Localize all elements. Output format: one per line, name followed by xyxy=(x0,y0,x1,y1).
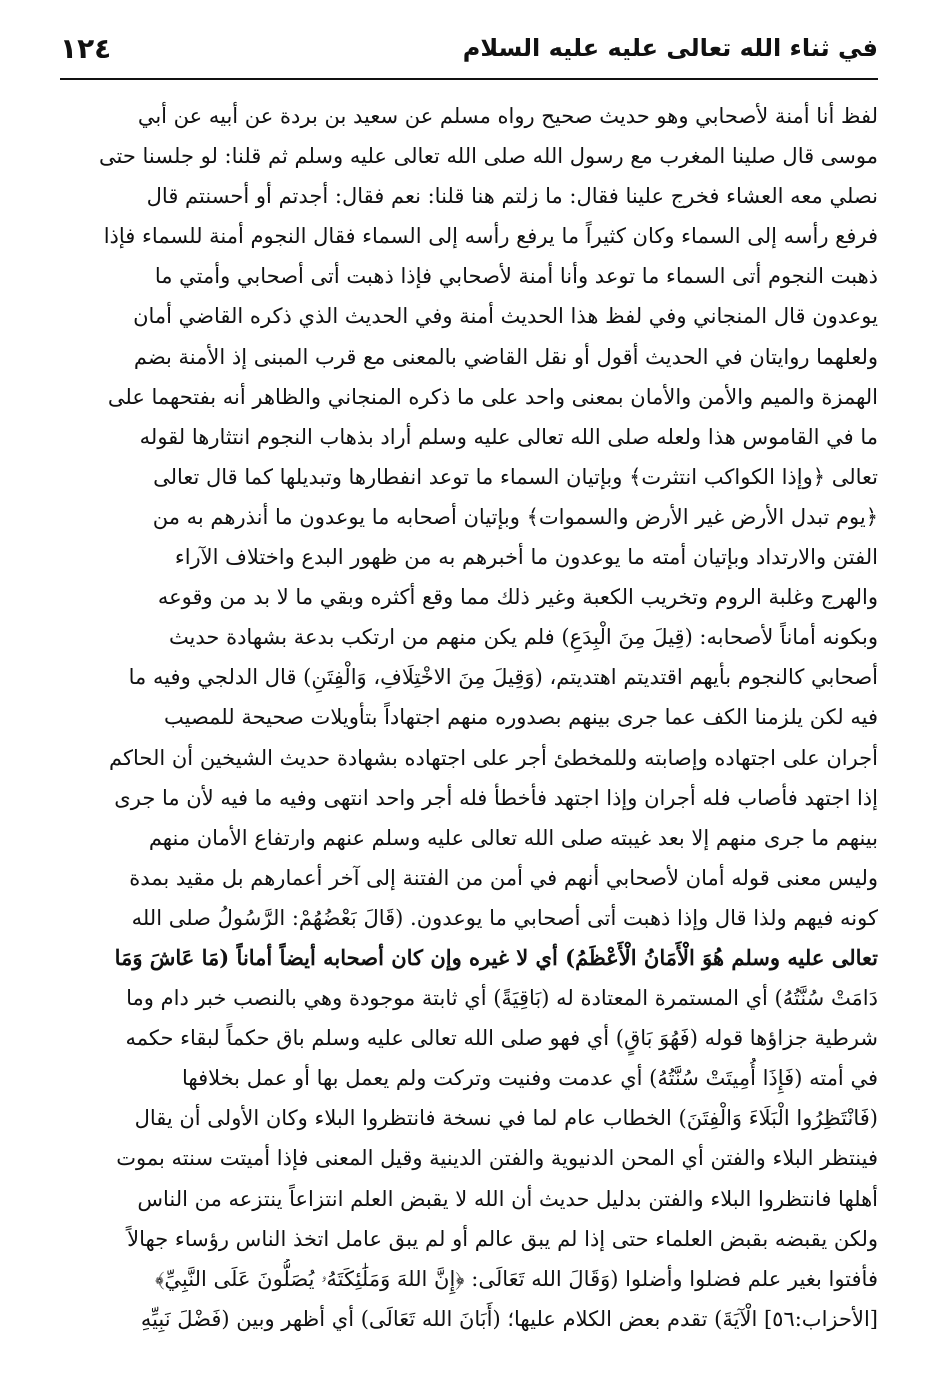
text-line: الفتن والارتداد وبإتيان أمته ما يوعدون ما أخبرهم به من ظهور البدع واختلاف الآراء xyxy=(174,545,878,570)
text-line: تعالى عليه وسلم هُوَ الْأَمَانُ الْأَعْظَمُ) أي لا غيره وإن كان أصحابه أيضاً أماناً (مَا عَاشَ وَمَا xyxy=(114,944,878,970)
page-number: ١٢٤ xyxy=(60,32,112,65)
text-line: أجران على اجتهاده وإصابته وللمخطئ أجر على اجتهاده بشهادة حديث الشيخين أن الحاكم xyxy=(109,745,878,770)
text-line: ﴿يوم تبدل الأرض غير الأرض والسموات﴾ وبإتيان أصحابه ما يوعدون ما أنذرهم به من xyxy=(152,504,878,529)
text-line: إذا اجتهد فأصاب فله أجران وإذا اجتهد فأخطأ فله أجر واحد انتهى وفيه ما فيه لأن ما جرى xyxy=(114,785,878,810)
text-line: والهرج وغلبة الروم وتخريب الكعبة وغير ذلك مما وقع أكثره وبقي ما لا بد من وقوعه xyxy=(157,585,878,610)
text-line: فينتظر البلاء والفتن أي المحن الدنيوية والفتن الدينية وقيل المعنى فإذا أميتت سنته بموت xyxy=(116,1146,878,1171)
text-line: وبكونه أماناً لأصحابه: (قِيلَ مِنَ الْبِدَعِ) فلم يكن منهم من ارتكب بدعة بشهادة حديث xyxy=(168,625,878,650)
text-line: نصلي معه العشاء فخرج علينا فقال: ما زلتم هنا قلنا: نعم فقال: أجدتم أو أحسنتم قال xyxy=(146,184,878,209)
text-line: الهمزة والميم والأمن والأمان بمعنى واحد على ما ذكره المنجاني والظاهر أنه بفتحهما على xyxy=(107,384,878,409)
text-line: فأفتوا بغير علم فضلوا وأضلوا (وَقَالَ الله تَعَالَى: ﴿إِنَّ اللهَ وَمَلَٰئِكَتَهُۥ يُصَلُّونَ عَلَى النَّبِيِّ﴾ xyxy=(155,1266,878,1291)
running-title: في ثناء الله تعالى عليه عليه السلام xyxy=(462,34,878,62)
text-line: موسى قال صلينا المغرب مع رسول الله صلى الله تعالى عليه وسلم ثم قلنا: لو جلسنا حتى xyxy=(99,144,878,169)
text-line: تعالى ﴿وإذا الكواكب انتثرت﴾ وبإتيان السماء ما توعد انفطارها وتبديلها كما قال تعالى xyxy=(153,464,878,489)
text-line: كونه فيهم ولذا قال وإذا ذهبت أتى أصحابي ما يوعدون. (قَالَ بَعْضُهُمْ: الرَّسُولُ صلى الله xyxy=(131,905,878,930)
text-line: فرفع رأسه إلى السماء وكان كثيراً ما يرفع رأسه إلى السماء فقال النجوم أمنة للسماء فإذا xyxy=(103,224,878,249)
text-line: في أمته (فَإِذَا أُمِيتَتْ سُنَّتُهُ) أي عدمت وفنيت وتركت ولم يعمل بها أو عمل بخلافها xyxy=(181,1066,878,1091)
text-line: شرطية جزاؤها قوله (فَهُوَ بَاقٍ) أي فهو صلى الله تعالى عليه وسلم باق حكماً لبقاء حكمه xyxy=(125,1026,878,1051)
text-line: دَامَتْ سُنَّتُهُ) أي المستمرة المعتادة له (بَاقِيَةً) أي ثابتة موجودة وهي بالنصب خبر دام وما xyxy=(126,986,878,1011)
text-line: فيه لكن يلزمنا الكف عما جرى بينهم بصدوره منهم اجتهاداً بتأويلات صحيحة للمصيب xyxy=(164,705,878,730)
text-line: يوعدون قال المنجاني وفي لفظ هذا الحديث أمنة وفي الحديث الذي ذكره القاضي أمان xyxy=(133,304,878,329)
body-text xyxy=(60,96,878,1339)
page-header xyxy=(60,30,878,80)
text-line: لفظ أنا أمنة لأصحابي وهو حديث صحيح رواه مسلم عن سعيد بن بردة عن أبيه عن أبي xyxy=(137,104,878,128)
text-line: ذهبت النجوم أتى السماء ما توعد وأنا أمنة لأصحابي فإذا ذهبت أتى أصحابي وأمتي ما xyxy=(154,264,878,289)
text-line: أهلها فانتظروا البلاء والفتن بدليل حديث أن الله لا يقبض العلم انتزاعاً ينتزعه من الناس xyxy=(137,1186,878,1211)
text-line: ولكن يقبضه بقبض العلماء حتى إذا لم يبق عالم أو لم يبق عامل اتخذ الناس رؤساء جهالاً xyxy=(127,1226,878,1251)
text-line: بينهم ما جرى منهم إلا بعد غيبته صلى الله تعالى عليه وسلم عنهم وارتفاع الأمان منهم xyxy=(148,825,878,850)
text-line: أصحابي كالنجوم بأيهم اقتديتم اهتديتم، (وَقِيلَ مِنَ الاخْتِلَافِ، وَالْفِتَنِ) قال الدلجي وفيه ما xyxy=(128,665,878,690)
text-line: ما في القاموس هذا ولعله صلى الله تعالى عليه وسلم أراد بذهاب النجوم انتثارها لقوله xyxy=(139,424,878,449)
text-line: (فَانْتَظِرُوا الْبَلَاءَ وَالْفِتَنَ) الخطاب عام لما في نسخة فانتظروا البلاء وكان الأولى أن يقال xyxy=(134,1106,878,1131)
text-line: ولعلهما روايتان في الحديث أقول أو نقل القاضي بالمعنى مع قرب المبنى إذ الأمنة بضم xyxy=(133,344,878,369)
text-line: [الأحزاب:٥٦] الْآيَةَ) تقدم بعض الكلام عليها؛ (أَبَانَ الله تَعَالَى) أي أظهر وبين (فَضْلَ نَبِيِّهِ xyxy=(140,1306,878,1331)
text-line: وليس معنى قوله أمان لأصحابي أنهم في أمن من الفتنة إلى آخر أعمارهم بل مقيد بمدة xyxy=(129,865,878,890)
